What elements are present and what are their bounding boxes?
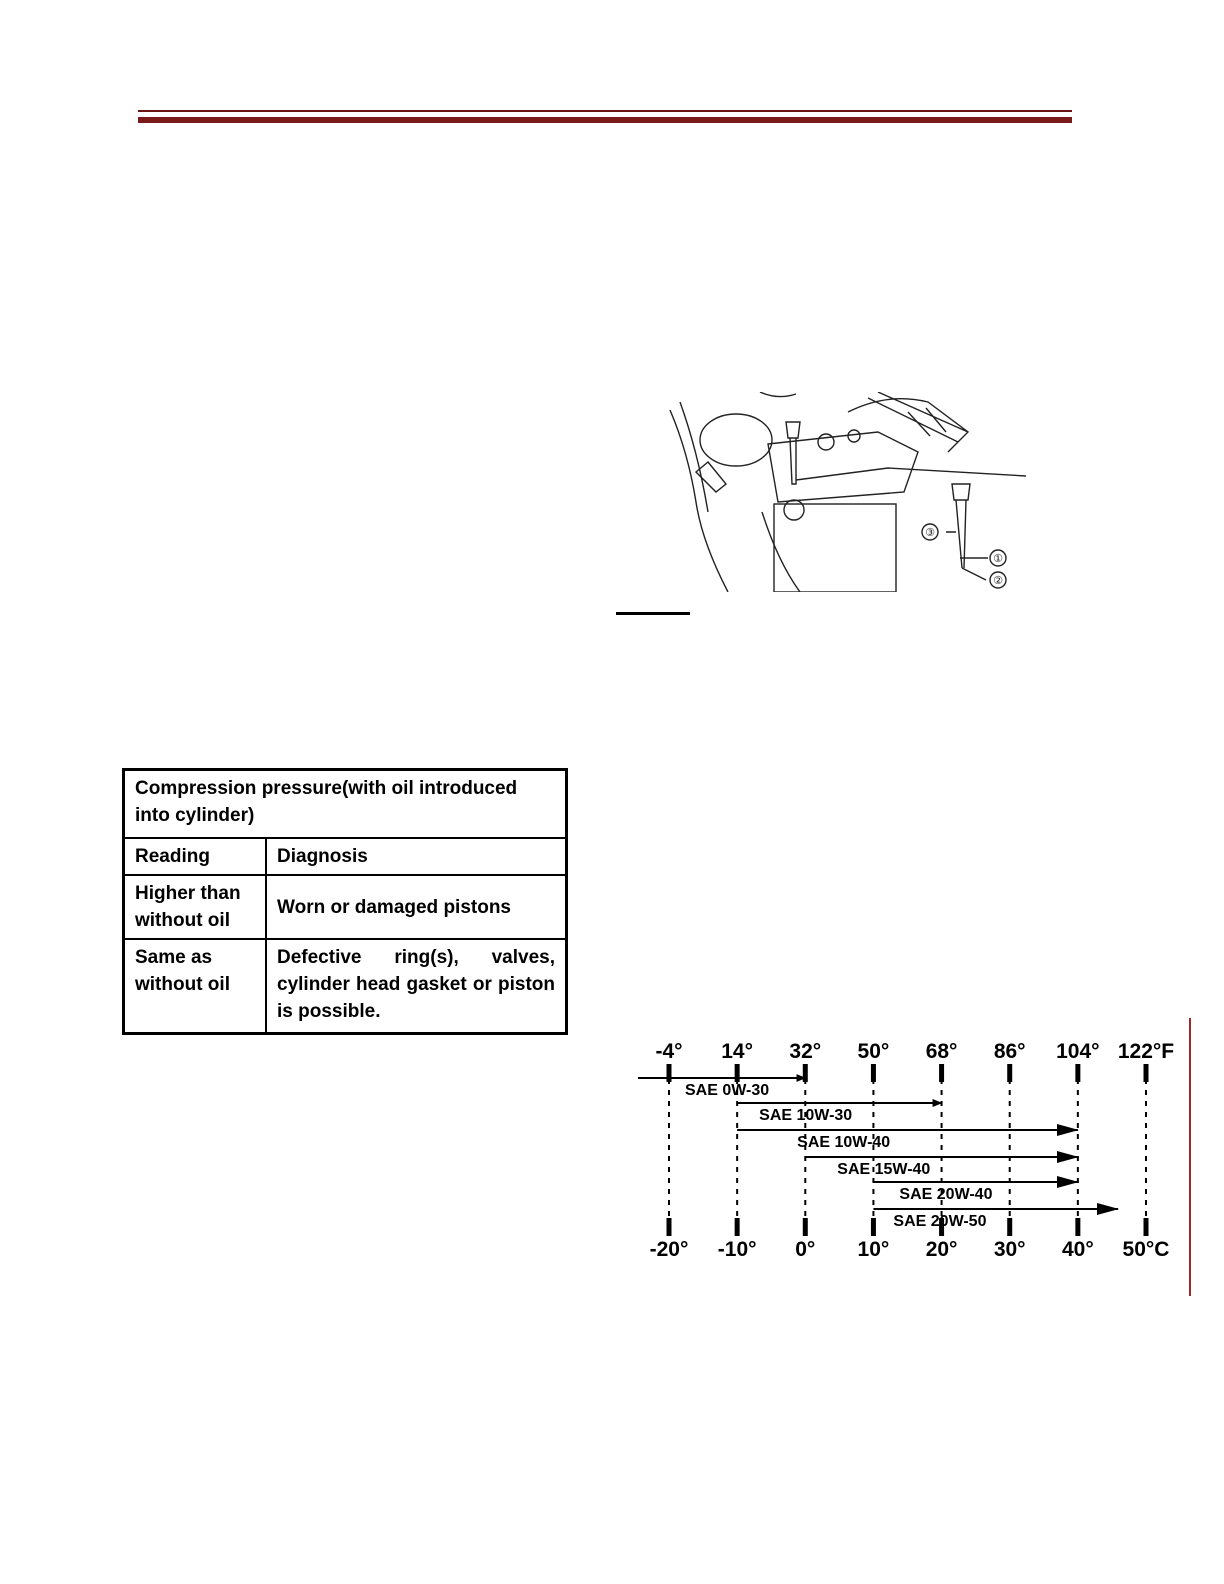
reading-cell: Same as without oil [124,939,267,1034]
column-header-reading: Reading [124,838,267,875]
celsius-tick-label: 30° [993,1238,1026,1261]
celsius-tick-label: 50°C [1122,1238,1170,1261]
oil-cap-ellipse [700,414,772,466]
compression-diagnosis-table [122,768,568,1035]
table-title-row [124,770,567,839]
celsius-tick-label: 40° [1061,1238,1094,1261]
table-row [124,875,567,939]
celsius-tick-label: -20° [649,1238,689,1261]
series-label: SAE 0W-30 [685,1082,770,1099]
table-row [124,939,567,1034]
series-label: SAE 10W-40 [797,1134,891,1151]
fahrenheit-tick-label: 14° [721,1040,754,1063]
series-label: SAE 10W-30 [759,1107,853,1124]
celsius-tick-label: 0° [795,1238,816,1261]
callout-3: ③ [925,526,935,539]
fahrenheit-tick-label: 50° [857,1040,890,1063]
fahrenheit-tick-label: -4° [655,1040,683,1063]
series-label: SAE 20W-50 [893,1213,987,1230]
diagnosis-cell: Worn or damaged pistons [266,875,567,939]
celsius-tick-label: -10° [717,1238,757,1261]
oil-dipstick-illustration [668,392,1028,592]
fahrenheit-tick-label: 122°F [1117,1040,1175,1063]
fahrenheit-tick-label: 68° [925,1040,958,1063]
figure-caption-underline [616,612,690,615]
celsius-tick-label: 10° [857,1238,890,1261]
reading-cell: Higher than without oil [124,875,267,939]
callout-2: ② [993,574,1003,587]
callout-1: ① [993,552,1003,565]
page-edge-rule [1189,1018,1191,1296]
series-label: SAE 15W-40 [837,1161,931,1178]
table-header-row [124,838,567,875]
fahrenheit-tick-label: 32° [789,1040,822,1063]
oil-viscosity-chart [630,1030,1190,1270]
series-label: SAE 20W-40 [899,1186,993,1203]
column-header-diagnosis: Diagnosis [266,838,567,875]
header-rule-thick [138,117,1072,123]
header-rule-thin [138,110,1072,112]
fahrenheit-tick-label: 86° [993,1040,1026,1063]
celsius-tick-label: 20° [925,1238,958,1261]
table-title: Compression pressure(with oil introduced into cylinder) [124,770,567,839]
diagnosis-cell: Defective ring(s), valves, cylinder head gasket or piston is possible. [266,939,567,1034]
fahrenheit-tick-label: 104° [1056,1040,1100,1063]
